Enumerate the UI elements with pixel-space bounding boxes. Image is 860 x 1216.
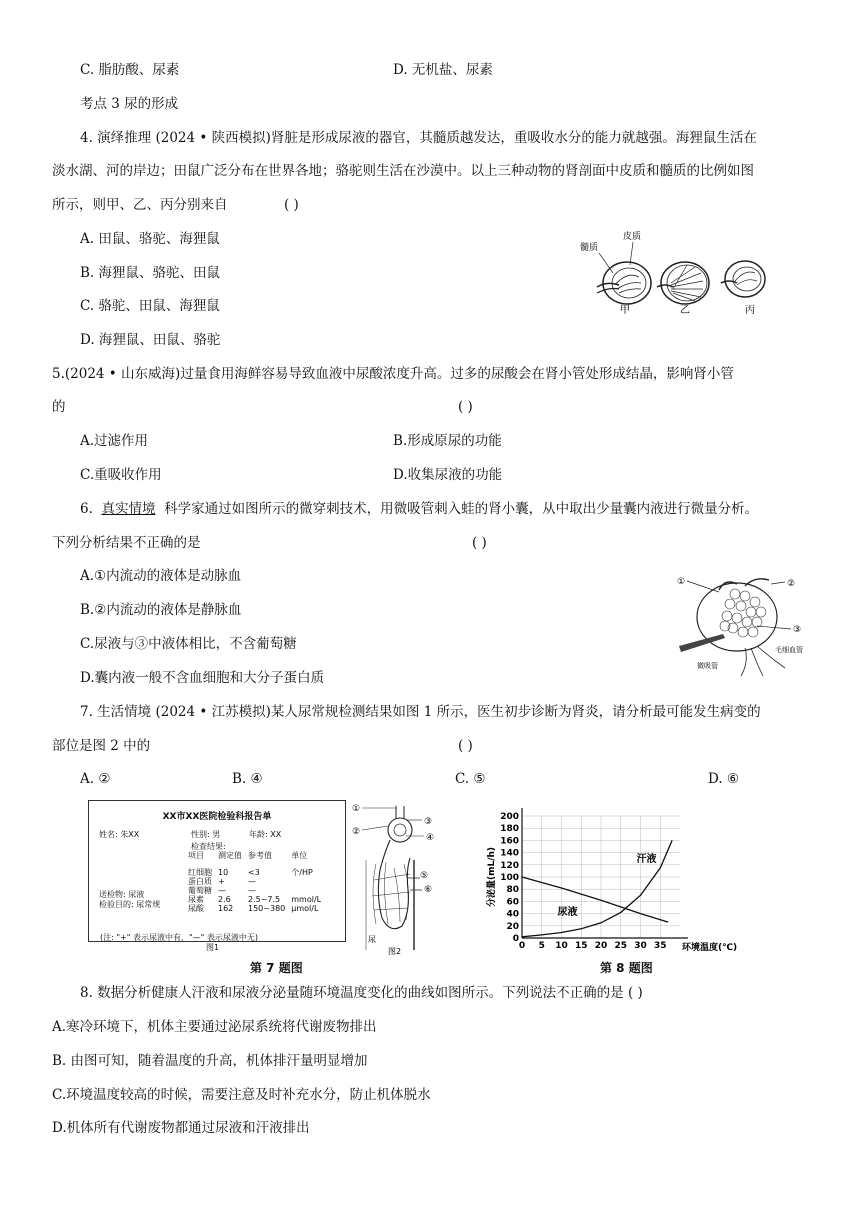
y-tick-label: 60	[506, 897, 519, 908]
q7-line-1: 7. 生活情境 (2024 • 江苏模拟)某人尿常规检测结果如图 1 所示，医生初步诊断为肾炎，请分析最可能发生病变的	[80, 704, 761, 720]
q5-option-b: B.形成原尿的功能	[393, 433, 502, 449]
q7-option-c: C. ⑤	[455, 771, 486, 787]
report-sample: 送检物: 尿液	[99, 890, 145, 899]
q8-line-1: 8. 数据分析健康人汗液和尿液分泌量随环境温度变化的曲线如图所示。下列说法不正确的是 ( )	[80, 985, 643, 1001]
q3-option-d: D. 无机盐、尿素	[393, 62, 493, 78]
q6-option-c: C.尿液与③中液体相比，不含葡萄糖	[80, 636, 297, 652]
col-item: 项目	[188, 851, 204, 860]
y-tick-label: 140	[500, 848, 519, 859]
svg-text:⑤: ⑤	[420, 871, 429, 881]
y-tick-label: 160	[500, 836, 519, 847]
q4-option-b: B. 海狸鼠、骆驼、田鼠	[80, 265, 221, 281]
q7-caption: 第 7 题图	[250, 961, 303, 975]
q8-caption: 第 8 题图	[600, 961, 653, 975]
q7-option-a: A. ②	[80, 771, 111, 787]
kidney-c	[721, 261, 765, 297]
x-tick-label: 20	[594, 941, 608, 951]
svg-text:②: ②	[352, 827, 361, 837]
q7-line-2: 部位是图 2 中的	[52, 738, 151, 754]
svg-text:③: ③	[424, 817, 433, 827]
q7-paren: ( )	[458, 738, 473, 754]
table-row: 葡萄糖 — —	[188, 886, 256, 895]
q4-line-1: 4. 演绎推理 (2024 • 陕西模拟)肾脏是形成尿液的器官，其髓质越发达，重吸收水分的能力就越强。海狸鼠生活在	[80, 130, 757, 146]
svg-text:④: ④	[426, 833, 435, 843]
svg-text:图2: 图2	[388, 947, 402, 955]
q5-paren: ( )	[458, 399, 473, 415]
q6-option-d: D.囊内液一般不含血细胞和大分子蛋白质	[80, 670, 325, 686]
q6-option-b: B.②内流动的液体是静脉血	[80, 602, 242, 618]
series-label-sweat: 汗液	[636, 853, 657, 865]
q7-option-d: D. ⑥	[708, 771, 740, 787]
y-tick-label: 0	[512, 934, 519, 944]
report-name: 姓名: 朱XX	[99, 830, 140, 839]
table-row: 红细胞 10 <3 个/HP	[188, 868, 313, 877]
x-tick-label: 10	[555, 941, 568, 951]
q6-line-2: 下列分析结果不正确的是	[52, 535, 201, 551]
q5-line-1: 5.(2024 • 山东威海)过量食用海鲜容易导致血液中尿酸浓度升高。过多的尿酸会在肾小管处形成结晶，影响肾小管	[52, 366, 734, 382]
report-results: 检查结果:	[191, 842, 226, 851]
x-tick-label: 35	[653, 941, 667, 951]
q4-line-2: 淡水湖、河的岸边；田鼠广泛分布在世界各地；骆驼则生活在沙漠中。以上三种动物的肾剖面中皮质和髓质的比例如图	[52, 163, 754, 179]
q7-option-b: B. ④	[232, 771, 263, 787]
col-ref: 参考值	[248, 851, 272, 860]
x-tick-label: 15	[574, 941, 588, 951]
kidney-section-figure	[575, 225, 785, 315]
kidney-b	[657, 262, 709, 304]
x-tick-label: 25	[614, 941, 628, 951]
table-row: 尿素 2.6 2.5~7.5 mmol/L	[188, 895, 322, 904]
report-purpose: 检验目的: 尿常规	[99, 900, 161, 909]
label-cortex: 皮质	[623, 232, 642, 242]
report-title: XX市XX医院检验科报告单	[162, 812, 272, 822]
y-tick-label: 100	[500, 873, 519, 883]
col-unit: 单位	[291, 851, 308, 860]
label-capillary: 毛细血管	[775, 646, 803, 654]
label-b: 乙	[680, 305, 690, 315]
table-row: 尿酸 162 150~380 μmol/L	[188, 904, 319, 913]
y-tick-label: 40	[506, 909, 519, 920]
q6-line-1	[80, 499, 758, 519]
label-1: ①	[677, 577, 686, 587]
report-header-row	[185, 851, 324, 860]
q4-option-a: A. 田鼠、骆驼、海狸鼠	[80, 231, 220, 247]
y-tick-label: 180	[500, 824, 519, 835]
q4-option-c: C. 骆驼、田鼠、海狸鼠	[80, 298, 220, 314]
y-tick-label: 20	[506, 921, 519, 932]
label-2: ②	[787, 579, 796, 589]
label-medulla: 髓质	[580, 243, 599, 253]
fig1-label: 图1	[206, 943, 220, 952]
series-line-urine	[522, 877, 668, 922]
q8-option-a: A.寒冷环境下，机体主要通过泌尿系统将代谢废物排出	[52, 1019, 377, 1035]
q5-option-d: D.收集尿液的功能	[393, 467, 503, 483]
q4-option-d: D. 海狸鼠、田鼠、骆驼	[80, 332, 221, 348]
q5-option-a: A.过滤作用	[80, 433, 149, 449]
report-sex: 性别: 男	[191, 830, 221, 839]
label-3: ③	[793, 625, 802, 635]
x-tick-label: 5	[538, 941, 545, 951]
x-tick-label: 0	[518, 941, 526, 951]
y-axis-label: 分泌量(mL/h)	[487, 846, 497, 908]
q8-option-d: D.机体所有代谢废物都通过尿液和汗液排出	[52, 1120, 310, 1136]
q6-number: 6.	[80, 501, 93, 517]
x-axis-label: 环境温度(℃)	[682, 943, 738, 953]
q3-option-c: C. 脂肪酸、尿素	[80, 62, 180, 78]
kidney-a	[597, 262, 651, 304]
label-pipette: 微吸管	[697, 662, 718, 670]
nephron-figure	[350, 800, 445, 955]
series-label-urine: 尿液	[557, 906, 578, 918]
svg-text:⑥: ⑥	[424, 885, 433, 895]
x-tick-label: 30	[634, 941, 647, 951]
q4-line-3: 所示，则甲、乙、丙分别来自	[52, 197, 228, 213]
label-c: 丙	[745, 305, 755, 315]
q5-line-2: 的	[52, 399, 66, 415]
label-a: 甲	[620, 305, 630, 315]
q6-option-a: A.①内流动的液体是动脉血	[80, 568, 242, 584]
q6-paren: ( )	[472, 535, 487, 551]
y-tick-label: 200	[500, 812, 519, 822]
svg-text:尿: 尿	[368, 935, 376, 944]
section-heading: 考点 3 尿的形成	[80, 96, 179, 112]
q5-option-c: C.重吸收作用	[80, 467, 162, 483]
q6-text: 科学家通过如图所示的微穿刺技术，用微吸管刺入蛙的肾小囊，从中取出少量囊内液进行微量分析。	[164, 501, 759, 517]
q8-option-b: B. 由图可知，随着温度的升高，机体排汗量明显增加	[52, 1053, 368, 1069]
y-tick-label: 120	[500, 860, 519, 871]
lab-report	[88, 800, 346, 942]
q6-tag: 真实情境	[101, 501, 156, 517]
secretion-chart	[470, 800, 770, 960]
col-value: 测定值	[218, 851, 242, 860]
table-row: 蛋白质 + —	[188, 877, 256, 886]
report-note: (注: "+" 表示尿液中有，"—" 表示尿液中无)	[100, 933, 258, 942]
q4-paren: ( )	[284, 197, 299, 213]
q8-option-c: C.环境温度较高的时候，需要注意及时补充水分，防止机体脱水	[52, 1087, 431, 1103]
report-age: 年龄: XX	[249, 830, 282, 839]
micropuncture-figure	[675, 572, 820, 682]
report-table	[185, 851, 324, 913]
svg-text:①: ①	[352, 804, 361, 814]
y-tick-label: 80	[506, 885, 519, 896]
